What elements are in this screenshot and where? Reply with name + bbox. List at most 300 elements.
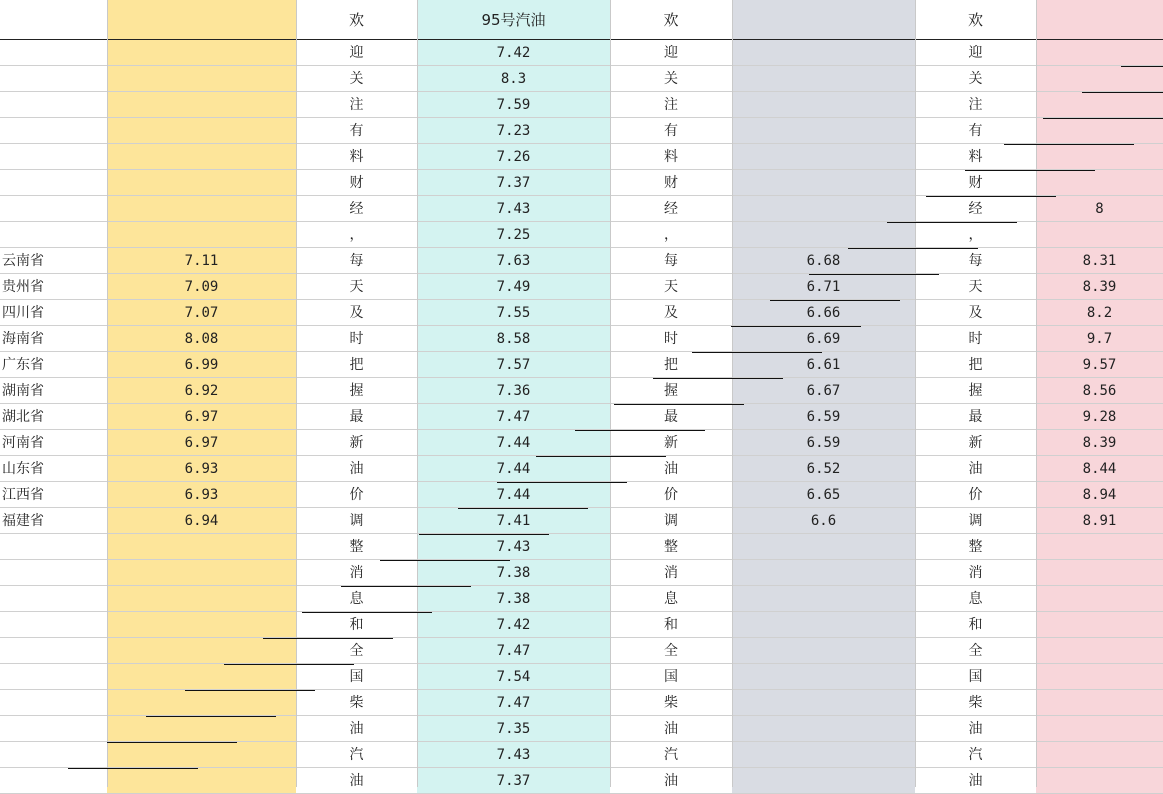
- column-divider: [107, 0, 108, 787]
- price-95-cell[interactable]: 7.35: [417, 716, 610, 742]
- diesel-cell[interactable]: 8.39: [1036, 430, 1163, 456]
- watermark-cell: 柴: [968, 695, 983, 711]
- watermark-cell: 注: [349, 97, 364, 113]
- price-92-cell[interactable]: [107, 716, 296, 742]
- header-watermark-2: 欢: [663, 11, 679, 29]
- price-95-cell[interactable]: 7.43: [417, 742, 610, 768]
- price-92-cell[interactable]: [107, 768, 296, 794]
- table-row: [0, 40, 1163, 66]
- watermark-cell: 注: [968, 97, 983, 113]
- stair-line: [731, 326, 861, 327]
- price-98-cell[interactable]: [732, 638, 915, 664]
- diesel-cell[interactable]: [1036, 144, 1163, 170]
- stair-line: [458, 508, 588, 509]
- watermark-cell: 迎: [664, 45, 678, 61]
- watermark-cell: 柴: [349, 695, 364, 711]
- watermark-cell: 柴: [664, 695, 678, 711]
- price-95-cell[interactable]: 7.43: [417, 534, 610, 560]
- stair-line: [1004, 144, 1134, 145]
- watermark-cell: 及: [349, 305, 364, 321]
- price-92-cell[interactable]: [107, 118, 296, 144]
- watermark-cell: 时: [968, 331, 983, 347]
- price-98-cell[interactable]: [732, 612, 915, 638]
- stair-line: [185, 690, 315, 691]
- watermark-cell: 汽: [349, 747, 364, 763]
- stair-line: [848, 248, 978, 249]
- price-98-cell[interactable]: [732, 222, 915, 248]
- stair-line: [341, 586, 471, 587]
- price-98-cell[interactable]: [732, 560, 915, 586]
- price-95-cell[interactable]: 7.42: [417, 612, 610, 638]
- stair-line: [575, 430, 705, 431]
- price-95-cell[interactable]: 7.41: [417, 508, 610, 534]
- watermark-cell: 消: [968, 565, 983, 581]
- header-92-gasoline[interactable]: [107, 0, 296, 40]
- table-row: [0, 248, 1163, 274]
- table-row: [0, 482, 1163, 508]
- price-98-cell[interactable]: 6.59: [732, 404, 915, 430]
- watermark-cell: ，: [349, 227, 364, 243]
- region-cell[interactable]: [0, 586, 107, 612]
- table-row: [0, 352, 1163, 378]
- header-95-gasoline[interactable]: 95号汽油: [417, 0, 610, 40]
- diesel-cell[interactable]: [1036, 560, 1163, 586]
- diesel-cell[interactable]: [1036, 40, 1163, 66]
- price-92-cell[interactable]: 6.94: [107, 508, 296, 534]
- watermark-cell: 整: [349, 539, 364, 555]
- price-92-cell[interactable]: [107, 560, 296, 586]
- diesel-cell[interactable]: [1036, 664, 1163, 690]
- watermark-cell: 油: [664, 773, 678, 789]
- price-98-cell[interactable]: [732, 66, 915, 92]
- watermark-cell: 关: [968, 71, 983, 87]
- watermark-cell: 料: [968, 149, 983, 165]
- stair-line: [146, 716, 276, 717]
- diesel-cell[interactable]: [1036, 768, 1163, 794]
- stair-line: [263, 638, 393, 639]
- watermark-cell: 新: [664, 435, 678, 451]
- watermark-cell: 消: [664, 565, 678, 581]
- table-row: [0, 404, 1163, 430]
- price-95-cell[interactable]: 7.44: [417, 482, 610, 508]
- price-98-cell[interactable]: [732, 196, 915, 222]
- watermark-cell: 价: [664, 487, 678, 503]
- watermark-cell: 最: [664, 409, 678, 425]
- watermark-cell: 时: [349, 331, 364, 347]
- watermark-cell: 财: [968, 175, 983, 191]
- stair-line: [302, 612, 432, 613]
- price-95-cell[interactable]: 7.54: [417, 664, 610, 690]
- watermark-cell: 握: [349, 383, 364, 399]
- stair-line: [1082, 92, 1163, 93]
- price-95-cell[interactable]: 7.25: [417, 222, 610, 248]
- price-92-cell[interactable]: [107, 170, 296, 196]
- watermark-cell: 关: [664, 71, 678, 87]
- region-cell[interactable]: [0, 92, 107, 118]
- watermark-cell: 新: [968, 435, 983, 451]
- price-98-cell[interactable]: [732, 118, 915, 144]
- price-95-cell[interactable]: 7.57: [417, 352, 610, 378]
- watermark-cell: 经: [349, 201, 364, 217]
- region-cell[interactable]: [0, 638, 107, 664]
- region-cell[interactable]: [0, 66, 107, 92]
- diesel-cell[interactable]: [1036, 92, 1163, 118]
- watermark-cell: 息: [349, 591, 364, 607]
- price-98-cell[interactable]: 6.71: [732, 274, 915, 300]
- table-row: [0, 664, 1163, 690]
- price-95-cell[interactable]: 7.42: [417, 40, 610, 66]
- region-cell[interactable]: [0, 742, 107, 768]
- stair-line: [809, 274, 939, 275]
- watermark-cell: 时: [664, 331, 678, 347]
- diesel-cell[interactable]: [1036, 638, 1163, 664]
- stair-line: [1121, 66, 1163, 67]
- price-92-cell[interactable]: 8.08: [107, 326, 296, 352]
- header-watermark-1: 欢: [348, 11, 364, 29]
- diesel-cell[interactable]: [1036, 66, 1163, 92]
- watermark-cell: 国: [968, 669, 983, 685]
- watermark-cell: 全: [664, 643, 678, 659]
- region-cell[interactable]: 湖南省: [2, 383, 44, 399]
- watermark-cell: 油: [968, 773, 983, 789]
- price-98-cell[interactable]: 6.68: [732, 248, 915, 274]
- table-row: [0, 456, 1163, 482]
- watermark-cell: 握: [664, 383, 678, 399]
- table-row: [0, 586, 1163, 612]
- price-98-cell[interactable]: [732, 586, 915, 612]
- price-92-cell[interactable]: 6.92: [107, 378, 296, 404]
- watermark-cell: 关: [349, 71, 364, 87]
- table-row: [0, 222, 1163, 248]
- column-divider: [296, 0, 297, 787]
- watermark-cell: 每: [968, 253, 983, 269]
- diesel-cell[interactable]: 9.28: [1036, 404, 1163, 430]
- price-98-cell[interactable]: 6.52: [732, 456, 915, 482]
- table-row: [0, 170, 1163, 196]
- watermark-cell: 油: [968, 721, 983, 737]
- watermark-cell: 和: [664, 617, 678, 633]
- watermark-cell: 最: [968, 409, 983, 425]
- column-divider: [1036, 0, 1037, 787]
- diesel-cell[interactable]: [1036, 742, 1163, 768]
- watermark-cell: 新: [349, 435, 364, 451]
- price-92-cell[interactable]: [107, 66, 296, 92]
- price-98-cell[interactable]: 6.6: [732, 508, 915, 534]
- diesel-cell[interactable]: [1036, 716, 1163, 742]
- watermark-cell: 价: [968, 487, 983, 503]
- watermark-cell: 国: [349, 669, 364, 685]
- header-region[interactable]: [0, 0, 107, 40]
- price-95-cell[interactable]: 7.47: [417, 638, 610, 664]
- table-row: [0, 196, 1163, 222]
- stair-line: [68, 768, 198, 769]
- column-divider: [417, 0, 418, 787]
- price-98-cell[interactable]: 6.61: [732, 352, 915, 378]
- price-92-cell[interactable]: 6.93: [107, 482, 296, 508]
- stair-line: [614, 404, 744, 405]
- price-92-cell[interactable]: [107, 40, 296, 66]
- region-cell[interactable]: 湖北省: [2, 409, 44, 425]
- watermark-cell: 料: [664, 149, 678, 165]
- watermark-cell: 汽: [968, 747, 983, 763]
- diesel-cell[interactable]: 8: [1036, 196, 1163, 222]
- watermark-cell: 调: [664, 513, 678, 529]
- diesel-cell[interactable]: [1036, 170, 1163, 196]
- diesel-cell[interactable]: 8.39: [1036, 274, 1163, 300]
- price-92-cell[interactable]: 7.09: [107, 274, 296, 300]
- diesel-cell[interactable]: [1036, 586, 1163, 612]
- watermark-cell: 和: [349, 617, 364, 633]
- region-cell[interactable]: [0, 612, 107, 638]
- price-98-cell[interactable]: [732, 144, 915, 170]
- stair-line: [887, 222, 1017, 223]
- price-95-cell[interactable]: 7.49: [417, 274, 610, 300]
- diesel-cell[interactable]: 8.31: [1036, 248, 1163, 274]
- diesel-cell[interactable]: 9.7: [1036, 326, 1163, 352]
- column-divider: [732, 0, 733, 787]
- watermark-cell: ，: [968, 227, 983, 243]
- watermark-cell: 调: [349, 513, 364, 529]
- price-98-cell[interactable]: [732, 742, 915, 768]
- diesel-cell[interactable]: 8.91: [1036, 508, 1163, 534]
- price-92-cell[interactable]: 6.97: [107, 430, 296, 456]
- price-98-cell[interactable]: [732, 40, 915, 66]
- watermark-cell: 及: [664, 305, 678, 321]
- watermark-cell: 把: [968, 357, 983, 373]
- price-95-cell[interactable]: 7.59: [417, 92, 610, 118]
- watermark-cell: 有: [664, 123, 678, 139]
- table-row: [0, 716, 1163, 742]
- table-row: [0, 118, 1163, 144]
- price-92-cell[interactable]: [107, 144, 296, 170]
- region-cell[interactable]: 山东省: [2, 461, 44, 477]
- watermark-cell: 迎: [349, 45, 364, 61]
- column-divider: [915, 0, 916, 787]
- price-95-cell[interactable]: 7.44: [417, 456, 610, 482]
- diesel-cell[interactable]: [1036, 118, 1163, 144]
- table-header-row: [0, 0, 1163, 29]
- price-92-cell[interactable]: [107, 742, 296, 768]
- price-95-cell[interactable]: 7.36: [417, 378, 610, 404]
- region-cell[interactable]: 四川省: [2, 305, 44, 321]
- region-cell[interactable]: 贵州省: [2, 279, 44, 295]
- price-95-cell[interactable]: 7.37: [417, 768, 610, 794]
- region-cell[interactable]: [0, 222, 107, 248]
- table-row: [0, 66, 1163, 92]
- diesel-cell[interactable]: 8.94: [1036, 482, 1163, 508]
- diesel-cell[interactable]: 8.56: [1036, 378, 1163, 404]
- watermark-cell: 天: [664, 279, 678, 295]
- price-98-cell[interactable]: 6.69: [732, 326, 915, 352]
- stair-line: [497, 482, 627, 483]
- watermark-cell: 全: [968, 643, 983, 659]
- table-row: [0, 92, 1163, 118]
- price-95-cell[interactable]: 7.44: [417, 430, 610, 456]
- region-cell[interactable]: 河南省: [2, 435, 44, 451]
- price-98-cell[interactable]: 6.67: [732, 378, 915, 404]
- region-cell[interactable]: [0, 690, 107, 716]
- table-row: [0, 300, 1163, 326]
- price-92-cell[interactable]: [107, 586, 296, 612]
- header-watermark-3: 欢: [967, 11, 983, 29]
- price-95-cell[interactable]: 7.55: [417, 300, 610, 326]
- watermark-cell: 及: [968, 305, 983, 321]
- stair-line: [1043, 118, 1163, 119]
- watermark-cell: 财: [664, 175, 678, 191]
- price-92-cell[interactable]: [107, 612, 296, 638]
- stair-line: [770, 300, 900, 301]
- watermark-cell: 和: [968, 617, 983, 633]
- price-92-cell[interactable]: [107, 690, 296, 716]
- watermark-cell: 有: [349, 123, 364, 139]
- price-92-cell[interactable]: [107, 638, 296, 664]
- watermark-cell: 汽: [664, 747, 678, 763]
- watermark-cell: 整: [968, 539, 983, 555]
- watermark-cell: 经: [664, 201, 678, 217]
- region-cell[interactable]: [0, 144, 107, 170]
- price-92-cell[interactable]: 6.97: [107, 404, 296, 430]
- table-row: [0, 638, 1163, 664]
- region-cell[interactable]: [0, 664, 107, 690]
- watermark-cell: 调: [968, 513, 983, 529]
- price-92-cell[interactable]: [107, 222, 296, 248]
- price-95-cell[interactable]: 7.43: [417, 196, 610, 222]
- watermark-cell: 息: [664, 591, 678, 607]
- table-row: [0, 274, 1163, 300]
- price-98-cell[interactable]: [732, 716, 915, 742]
- watermark-cell: 每: [349, 253, 364, 269]
- watermark-cell: 油: [664, 721, 678, 737]
- watermark-cell: 价: [349, 487, 364, 503]
- table-row: [0, 378, 1163, 404]
- watermark-cell: 全: [349, 643, 364, 659]
- price-98-cell[interactable]: [732, 690, 915, 716]
- region-cell[interactable]: [0, 716, 107, 742]
- price-92-cell[interactable]: [107, 664, 296, 690]
- price-95-cell[interactable]: 7.47: [417, 690, 610, 716]
- price-95-cell[interactable]: 7.38: [417, 560, 610, 586]
- region-cell[interactable]: [0, 40, 107, 66]
- price-92-cell[interactable]: 7.07: [107, 300, 296, 326]
- stair-line: [380, 560, 510, 561]
- table-row: [0, 612, 1163, 638]
- watermark-cell: 有: [968, 123, 983, 139]
- price-95-cell[interactable]: 7.37: [417, 170, 610, 196]
- price-98-cell[interactable]: [732, 768, 915, 794]
- price-92-cell[interactable]: [107, 92, 296, 118]
- region-cell[interactable]: 福建省: [2, 513, 44, 529]
- price-98-cell[interactable]: [732, 534, 915, 560]
- price-98-cell[interactable]: 6.66: [732, 300, 915, 326]
- header-98-gasoline[interactable]: [732, 0, 915, 40]
- price-92-cell[interactable]: 6.99: [107, 352, 296, 378]
- column-divider: [610, 0, 611, 787]
- diesel-cell[interactable]: [1036, 612, 1163, 638]
- region-cell[interactable]: 江西省: [2, 487, 44, 503]
- table-row: [0, 430, 1163, 456]
- price-95-cell[interactable]: 7.26: [417, 144, 610, 170]
- region-cell[interactable]: 云南省: [2, 253, 44, 269]
- price-98-cell[interactable]: 6.59: [732, 430, 915, 456]
- table-row: [0, 508, 1163, 534]
- watermark-cell: 料: [349, 149, 364, 165]
- price-95-cell[interactable]: 8.58: [417, 326, 610, 352]
- price-95-cell[interactable]: 8.3: [417, 66, 610, 92]
- stair-line: [107, 742, 237, 743]
- region-cell[interactable]: [0, 534, 107, 560]
- table-row: [0, 326, 1163, 352]
- diesel-cell[interactable]: 8.2: [1036, 300, 1163, 326]
- watermark-cell: 油: [664, 461, 678, 477]
- price-95-cell[interactable]: 7.47: [417, 404, 610, 430]
- stair-line: [536, 456, 666, 457]
- diesel-cell[interactable]: 9.57: [1036, 352, 1163, 378]
- region-cell[interactable]: [0, 768, 107, 794]
- price-98-cell[interactable]: [732, 92, 915, 118]
- watermark-cell: 消: [349, 565, 364, 581]
- watermark-cell: 握: [968, 383, 983, 399]
- diesel-cell[interactable]: [1036, 690, 1163, 716]
- diesel-cell[interactable]: [1036, 534, 1163, 560]
- price-92-cell[interactable]: [107, 534, 296, 560]
- watermark-cell: 整: [664, 539, 678, 555]
- diesel-cell[interactable]: 8.44: [1036, 456, 1163, 482]
- watermark-cell: 国: [664, 669, 678, 685]
- watermark-cell: 把: [664, 357, 678, 373]
- table-row: [0, 768, 1163, 794]
- price-92-cell[interactable]: 6.93: [107, 456, 296, 482]
- watermark-cell: 把: [349, 357, 364, 373]
- price-95-cell[interactable]: 7.23: [417, 118, 610, 144]
- stair-line: [224, 664, 354, 665]
- price-95-cell[interactable]: 7.38: [417, 586, 610, 612]
- watermark-cell: 油: [349, 721, 364, 737]
- table-row: [0, 690, 1163, 716]
- watermark-cell: 经: [968, 201, 983, 217]
- region-cell[interactable]: 海南省: [2, 331, 44, 347]
- region-cell[interactable]: 广东省: [2, 357, 44, 373]
- price-92-cell[interactable]: [107, 196, 296, 222]
- price-98-cell[interactable]: [732, 170, 915, 196]
- diesel-cell[interactable]: [1036, 222, 1163, 248]
- watermark-cell: 注: [664, 97, 678, 113]
- watermark-cell: 最: [349, 409, 364, 425]
- watermark-cell: 每: [664, 253, 678, 269]
- stair-line: [926, 196, 1056, 197]
- watermark-cell: 息: [968, 591, 983, 607]
- price-92-cell[interactable]: 7.11: [107, 248, 296, 274]
- stair-line: [692, 352, 822, 353]
- watermark-cell: 油: [968, 461, 983, 477]
- price-98-cell[interactable]: [732, 664, 915, 690]
- region-cell[interactable]: [0, 196, 107, 222]
- region-cell[interactable]: [0, 118, 107, 144]
- table-row: [0, 144, 1163, 170]
- price-98-cell[interactable]: 6.65: [732, 482, 915, 508]
- watermark-cell: 迎: [968, 45, 983, 61]
- table-row: [0, 742, 1163, 768]
- table-row: [0, 560, 1163, 586]
- price-95-cell[interactable]: 7.63: [417, 248, 610, 274]
- region-cell[interactable]: [0, 560, 107, 586]
- watermark-cell: 油: [349, 461, 364, 477]
- region-cell[interactable]: [0, 170, 107, 196]
- header-diesel[interactable]: [1036, 0, 1163, 40]
- table-row: [0, 534, 1163, 560]
- stair-line: [965, 170, 1095, 171]
- watermark-cell: 天: [349, 279, 364, 295]
- watermark-cell: ，: [664, 227, 678, 243]
